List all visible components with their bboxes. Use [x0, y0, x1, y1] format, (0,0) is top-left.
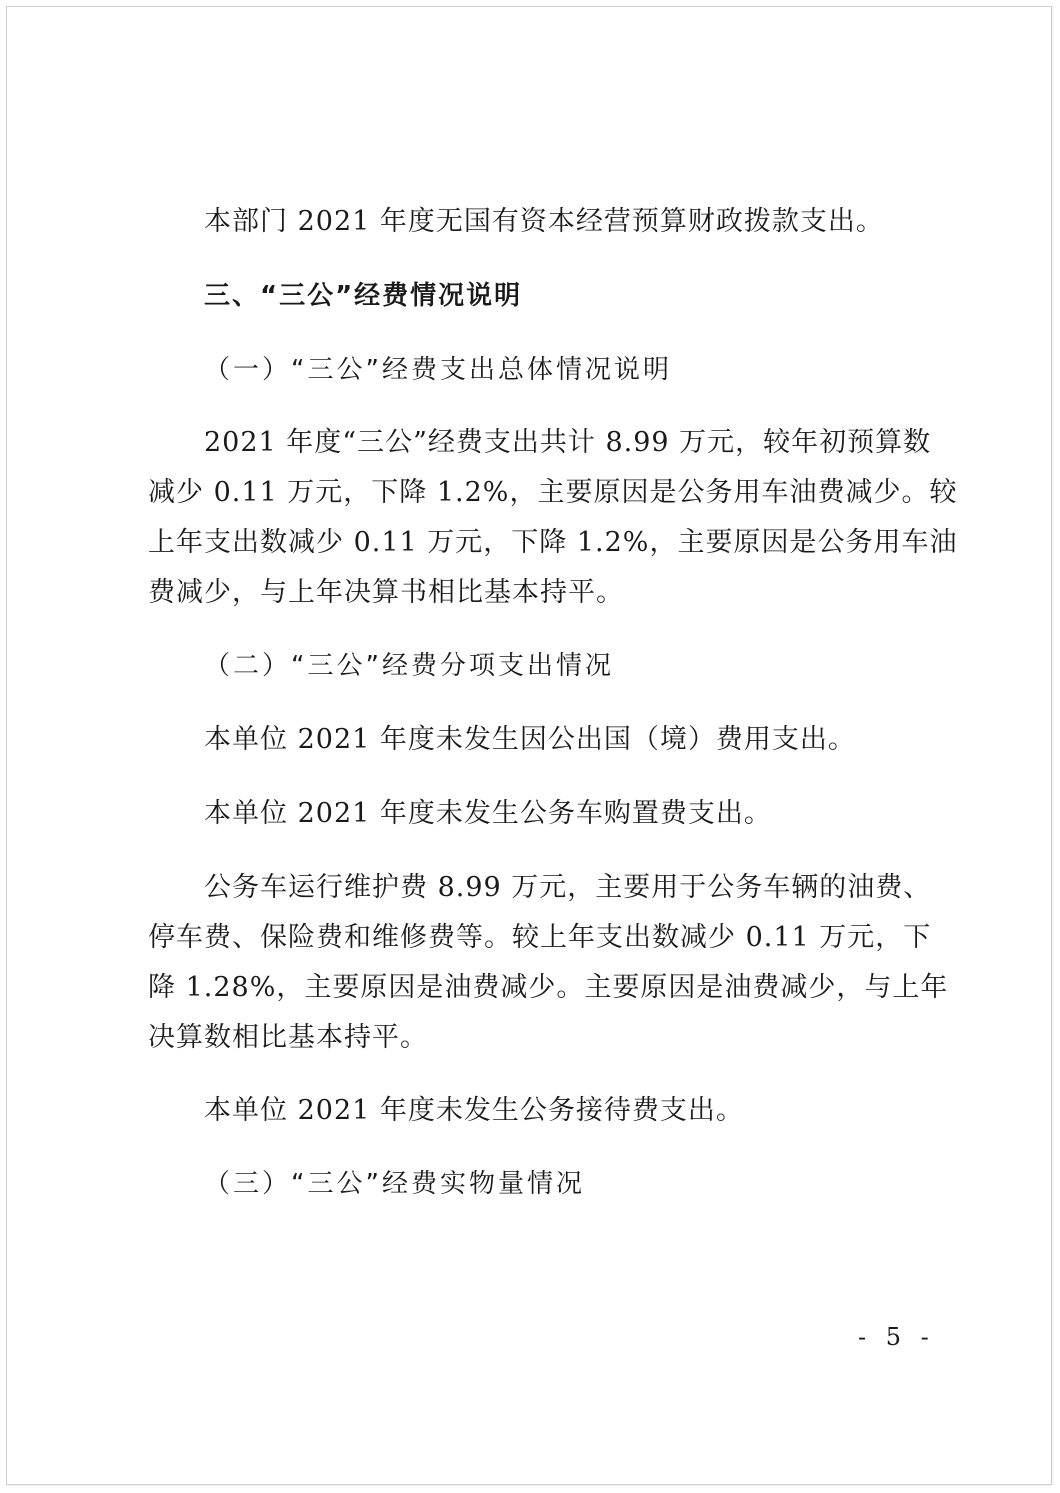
- subheading-itemized-expenditure: （二）“三公”经费分项支出情况: [204, 651, 614, 681]
- paragraph-vehicle-maintenance-line-3: 降 1.28%，主要原因是油费减少。主要原因是油费减少，与上年: [148, 972, 949, 1003]
- paragraph-overall-line-2: 减少 0.11 万元，下降 1.2%，主要原因是公务用车油费减少。较: [148, 477, 958, 508]
- paragraph-overseas-travel: 本单位 2021 年度未发生因公出国（境）费用支出。: [204, 724, 856, 755]
- paragraph-reception: 本单位 2021 年度未发生公务接待费支出。: [204, 1095, 744, 1126]
- paragraph-overall-line-4: 费减少，与上年决算书相比基本持平。: [148, 577, 624, 608]
- paragraph-vehicle-maintenance-line-4: 决算数相比基本持平。: [148, 1022, 428, 1053]
- paragraph-vehicle-maintenance-line-1: 公务车运行维护费 8.99 万元，主要用于公务车辆的油费、: [204, 872, 932, 903]
- section-heading-three-public-expenses: 三、“三公”经费情况说明: [204, 281, 523, 311]
- paragraph-vehicle-purchase: 本单位 2021 年度未发生公务车购置费支出。: [204, 798, 772, 829]
- paragraph-vehicle-maintenance-line-2: 停车费、保险费和维修费等。较上年支出数减少 0.11 万元，下: [148, 922, 932, 953]
- paragraph-state-capital-budget: 本部门 2021 年度无国有资本经营预算财政拨款支出。: [204, 206, 884, 237]
- subheading-overall-expenditure: （一）“三公”经费支出总体情况说明: [204, 355, 672, 385]
- paragraph-overall-line-3: 上年支出数减少 0.11 万元，下降 1.2%，主要原因是公务用车油: [148, 527, 958, 558]
- subheading-physical-quantity: （三）“三公”经费实物量情况: [204, 1169, 585, 1199]
- page-number: - 5 -: [858, 1323, 935, 1351]
- paragraph-overall-line-1: 2021 年度“三公”经费支出共计 8.99 万元，较年初预算数: [204, 427, 932, 458]
